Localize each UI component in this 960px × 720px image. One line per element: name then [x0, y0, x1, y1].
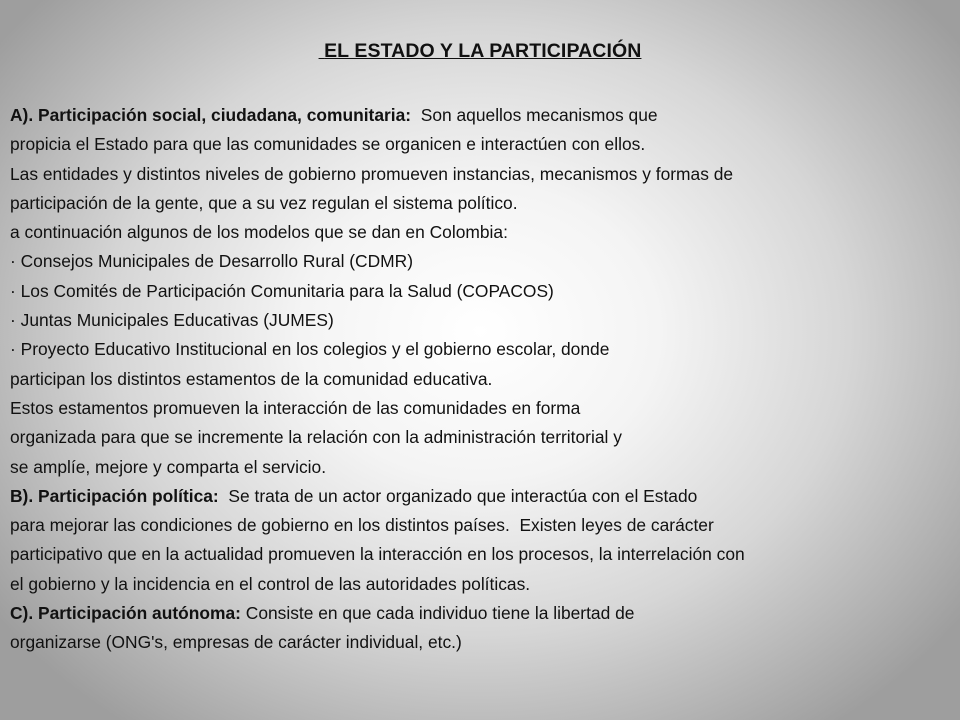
text-line: propicia el Estado para que las comunidades se organicen e interactúen con ellos. — [10, 134, 646, 155]
text-line: para mejorar las condiciones de gobierno en los distintos países. Existen leyes de carácter — [10, 515, 714, 536]
text-line — [10, 101, 955, 130]
text-line: el gobierno y la incidencia en el control de las autoridades políticas. — [10, 573, 531, 594]
text-line: se amplíe, mejore y comparta el servicio. — [10, 456, 327, 477]
text-line — [10, 482, 955, 511]
bullet-item: · Los Comités de Participación Comunitaria para la Salud (COPACOS) — [10, 280, 554, 301]
section-a-intro: Son aquellos mecanismos que — [411, 105, 658, 125]
text-line: Las entidades y distintos niveles de gobierno promueven instancias, mecanismos y formas de — [10, 163, 734, 184]
slide-title — [0, 40, 960, 63]
section-b-intro: Se trata de un actor organizado que interactúa con el Estado — [218, 485, 698, 506]
text-line: organizarse (ONG's, empresas de carácter individual, etc.) — [10, 632, 462, 653]
slide-title-text: EL ESTADO Y LA PARTICIPACIÓN — [324, 40, 642, 62]
bullet-continuation: participan los distintos estamentos de la comunidad educativa. — [10, 368, 493, 389]
section-c-intro: Consiste en que cada individuo tiene la libertad de — [240, 603, 635, 624]
bullet-item: · Juntas Municipales Educativas (JUMES) — [10, 310, 334, 331]
text-line — [10, 599, 955, 628]
text-line: participación de la gente, que a su vez regulan el sistema político. — [10, 192, 518, 213]
text-line: a continuación algunos de los modelos que se dan en Colombia: — [10, 222, 508, 243]
text-line: participativo que en la actualidad promueven la interacción en los procesos, la interrelación con — [10, 544, 745, 565]
slide-body — [10, 101, 955, 658]
bullet-item: · Proyecto Educativo Institucional en los colegios y el gobierno escolar, donde — [10, 339, 610, 360]
text-line: organizada para que se incremente la relación con la administración territorial y — [10, 427, 622, 448]
section-c-heading: C). Participación autónoma: — [10, 603, 241, 624]
bullet-item: · Consejos Municipales de Desarrollo Rural (CDMR) — [10, 251, 414, 272]
section-a-heading: A). Participación social, ciudadana, comunitaria: — [10, 105, 412, 125]
section-b-heading: B). Participación política: — [10, 485, 219, 506]
text-line: Estos estamentos promueven la interacción de las comunidades en forma — [10, 397, 581, 418]
